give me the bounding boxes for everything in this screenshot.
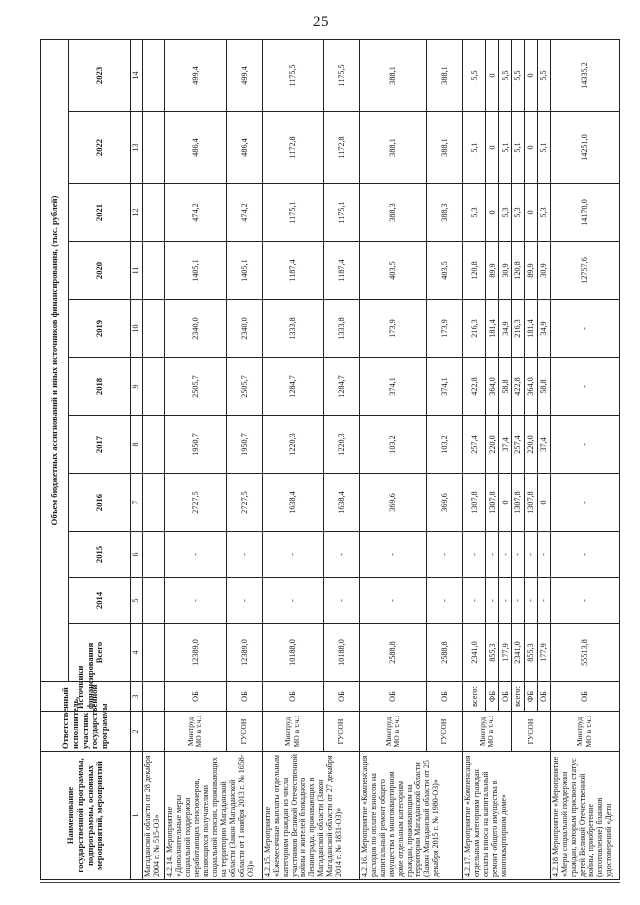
rotated-table-wrapper [40, 40, 620, 880]
cell-value: 1175,5 [262, 39, 323, 111]
cell-value: 2340,0 [165, 300, 227, 358]
cell-value: 216,3 [512, 300, 525, 358]
cell-value: 1950,7 [226, 416, 262, 474]
cell-value: 2727,5 [165, 474, 227, 532]
header-year-2018: 2018 [69, 358, 131, 416]
cell-value: 364,0 [524, 358, 537, 416]
column-number-row [131, 39, 143, 879]
page-number: 25 [313, 14, 329, 30]
cell-value: 422,8 [463, 358, 486, 416]
cell-value: 486,4 [165, 112, 227, 184]
cell-source: ФБ [486, 682, 499, 712]
cell-source: ОБ [359, 682, 427, 712]
header-year-2014: 2014 [69, 578, 131, 624]
cell-value: 1307,8 [486, 474, 499, 532]
cell-value: 2341,0 [512, 624, 525, 682]
cell-value: 120,8 [463, 242, 486, 300]
cell-value: - [359, 578, 427, 624]
cell-value: 181,4 [524, 300, 537, 358]
cell-value: 388,3 [359, 184, 427, 242]
cell-value: 1638,4 [262, 474, 323, 532]
cell-value: 1307,8 [463, 474, 486, 532]
cell-value [143, 578, 165, 624]
cell-source [143, 682, 165, 712]
cell-value: - [427, 578, 463, 624]
cell-source: ФБ [524, 682, 537, 712]
header-year-2017: 2017 [69, 416, 131, 474]
cell-source: ОБ [262, 682, 323, 712]
cell-value: 388,1 [427, 112, 463, 184]
cell-value: - [226, 532, 262, 578]
cell-value: 364,0 [486, 358, 499, 416]
cell-executor: ГУСОН [226, 712, 262, 752]
cell-value: 474,2 [165, 184, 227, 242]
column-number: 14 [131, 39, 143, 111]
cell-value: - [550, 578, 619, 624]
cell-value: 37,4 [537, 416, 550, 474]
header-year-2015: 2015 [69, 532, 131, 578]
cell-value: 2588,8 [427, 624, 463, 682]
cell-source: ОБ [323, 682, 359, 712]
cell-value: 0 [537, 474, 550, 532]
column-number: 3 [131, 682, 143, 712]
cell-value: - [537, 532, 550, 578]
bottom-rule [40, 882, 620, 883]
cell-value: 1172,8 [262, 112, 323, 184]
table-row [359, 39, 427, 879]
column-number: 2 [131, 712, 143, 752]
cell-value: 2505,7 [226, 358, 262, 416]
cell-executor: ГУСОН [323, 712, 359, 752]
column-number: 9 [131, 358, 143, 416]
cell-executor: ГУСОН [512, 712, 551, 752]
cell-value: 5,1 [499, 112, 512, 184]
cell-value: 0 [486, 112, 499, 184]
cell-value: 5,5 [499, 39, 512, 111]
cell-value: 374,1 [359, 358, 427, 416]
header-year-2021: 2021 [69, 184, 131, 242]
cell-value: 2505,7 [165, 358, 227, 416]
column-number: 1 [131, 752, 143, 880]
cell-value: 173,9 [427, 300, 463, 358]
cell-value: - [537, 578, 550, 624]
cell-value [143, 242, 165, 300]
cell-value: 177,9 [537, 624, 550, 682]
cell-value: 34,9 [537, 300, 550, 358]
cell-value: 2588,8 [359, 624, 427, 682]
column-number: 8 [131, 416, 143, 474]
cell-value: 1187,4 [323, 242, 359, 300]
cell-value: 34,9 [499, 300, 512, 358]
cell-value: 30,9 [537, 242, 550, 300]
cell-program-name: 4.2.16. Мероприятие «Компенсация расходов по оплате взносов на капитальный ремонт общего имущества в многоквартирном доме отдельным категориям граждан, проживающим на территории Магаданской области (Закон Магаданской области от 25 декабря 2015 г. № 1980-ОЗ)» [359, 752, 462, 880]
cell-value: 2341,0 [463, 624, 486, 682]
cell-value: 1307,8 [524, 474, 537, 532]
cell-value: 1187,4 [262, 242, 323, 300]
cell-value: 14170,0 [550, 184, 619, 242]
cell-value: 103,2 [427, 416, 463, 474]
cell-value: 14335,2 [550, 39, 619, 111]
cell-value: - [463, 578, 486, 624]
cell-value: 1175,1 [323, 184, 359, 242]
cell-value: 220,0 [524, 416, 537, 474]
cell-value [143, 112, 165, 184]
document-page [40, 40, 620, 880]
cell-value: 5,3 [512, 184, 525, 242]
cell-value: 388,3 [427, 184, 463, 242]
cell-value: - [323, 532, 359, 578]
cell-value: 0 [486, 39, 499, 111]
cell-value: - [550, 300, 619, 358]
cell-value: 89,9 [486, 242, 499, 300]
cell-source: всего: [512, 682, 525, 712]
cell-value: 0 [499, 474, 512, 532]
cell-value: - [550, 416, 619, 474]
table-row [143, 39, 165, 879]
header-year-2016: 2016 [69, 474, 131, 532]
cell-value: 1172,8 [323, 112, 359, 184]
cell-value: 388,1 [359, 112, 427, 184]
column-number: 11 [131, 242, 143, 300]
cell-value: 177,9 [499, 624, 512, 682]
cell-value: 5,3 [537, 184, 550, 242]
cell-executor: ГУСОН [427, 712, 463, 752]
cell-value: - [524, 532, 537, 578]
cell-value: 1405,1 [165, 242, 227, 300]
cell-value: 5,5 [537, 39, 550, 111]
header-year-2022: 2022 [69, 112, 131, 184]
header-funding-group: Объем бюджетных ассигнований и иных источников финансирования, (тыс. рублей) [41, 39, 69, 681]
cell-value [143, 416, 165, 474]
cell-value: 1175,5 [323, 39, 359, 111]
cell-value: 12389,0 [226, 624, 262, 682]
header-total: Всего [69, 624, 131, 682]
cell-value: 1175,1 [262, 184, 323, 242]
header-executor: Ответственный исполнитель, участник государственной программы [41, 712, 131, 752]
cell-value: 1333,8 [262, 300, 323, 358]
cell-value: 1220,3 [323, 416, 359, 474]
cell-value: 369,6 [427, 474, 463, 532]
cell-value: - [323, 578, 359, 624]
cell-value: 2340,0 [226, 300, 262, 358]
cell-value: - [486, 578, 499, 624]
cell-value [143, 358, 165, 416]
cell-value: - [486, 532, 499, 578]
cell-value: 369,6 [359, 474, 427, 532]
cell-value: 855,3 [486, 624, 499, 682]
cell-value: 181,4 [486, 300, 499, 358]
cell-value: - [512, 532, 525, 578]
cell-value: 5,1 [512, 112, 525, 184]
cell-value: - [165, 532, 227, 578]
column-number: 13 [131, 112, 143, 184]
cell-value: 1220,3 [262, 416, 323, 474]
cell-program-name: Магаданской области от 28 декабря 2004 г. № 515-ОЗ» [143, 752, 165, 880]
cell-value: 37,4 [499, 416, 512, 474]
cell-value: 5,1 [463, 112, 486, 184]
cell-value: - [463, 532, 486, 578]
cell-value: 388,1 [359, 39, 427, 111]
cell-value: 499,4 [165, 39, 227, 111]
column-number: 10 [131, 300, 143, 358]
header-year-2020: 2020 [69, 242, 131, 300]
cell-value: 1638,4 [323, 474, 359, 532]
cell-value: 12757,6 [550, 242, 619, 300]
cell-value: - [262, 532, 323, 578]
column-number: 6 [131, 532, 143, 578]
table-row [165, 39, 227, 879]
cell-value: 388,1 [427, 39, 463, 111]
cell-value: 5,1 [537, 112, 550, 184]
cell-value: 120,8 [512, 242, 525, 300]
cell-value [143, 39, 165, 111]
cell-value: 1333,8 [323, 300, 359, 358]
column-number: 7 [131, 474, 143, 532]
cell-value: 474,2 [226, 184, 262, 242]
cell-program-name: 4.2.17. Мероприятие «Компенсация отдельным категориям граждан оплаты взноса на капитальный ремонт общего имущества в многоквартирном доме» [463, 752, 551, 880]
header-year-2023: 2023 [69, 39, 131, 111]
financing-table [40, 39, 620, 880]
table-body [143, 39, 620, 879]
cell-value: 216,3 [463, 300, 486, 358]
cell-value: - [262, 578, 323, 624]
cell-value: 0 [524, 39, 537, 111]
cell-value: 173,9 [359, 300, 427, 358]
cell-value: 374,1 [427, 358, 463, 416]
cell-value: 10188,0 [262, 624, 323, 682]
cell-program-name: 4.2.15. Мероприятие «Ежемесячные выплаты отдельным категориям граждан из числа участников Великой Отечественной войны и жителей блокадного Ленинграда, проживающих в Магаданской области (Закон Магаданской области от 27 декабря 2014 г. № 1831-ОЗ)» [262, 752, 359, 880]
cell-source: ОБ [499, 682, 512, 712]
cell-value [143, 532, 165, 578]
cell-value: 30,9 [499, 242, 512, 300]
cell-value: 403,5 [359, 242, 427, 300]
cell-value: 58,8 [499, 358, 512, 416]
cell-source: ОБ [550, 682, 619, 712]
cell-source: ОБ [537, 682, 550, 712]
cell-value: - [524, 578, 537, 624]
cell-value: 0 [486, 184, 499, 242]
cell-value: 1307,8 [512, 474, 525, 532]
cell-value: 5,5 [463, 39, 486, 111]
header-program: Наименование государственной программы, подпрограммы, основных мероприятий, мероприятий [41, 752, 131, 880]
cell-value: 58,8 [537, 358, 550, 416]
cell-value: 5,3 [499, 184, 512, 242]
header-row-top [41, 39, 69, 879]
cell-source: ОБ [165, 682, 227, 712]
cell-value: 5,3 [463, 184, 486, 242]
cell-executor: Минтруд МО в т.ч.: [262, 712, 323, 752]
cell-value: 257,4 [463, 416, 486, 474]
cell-value: 422,8 [512, 358, 525, 416]
cell-value: - [550, 358, 619, 416]
cell-value: 486,4 [226, 112, 262, 184]
cell-value: 14251,0 [550, 112, 619, 184]
cell-value: - [359, 532, 427, 578]
cell-value: 1284,7 [262, 358, 323, 416]
header-source: Источники финансирования [41, 682, 131, 712]
cell-value: 257,4 [512, 416, 525, 474]
cell-source: ОБ [226, 682, 262, 712]
cell-value: - [226, 578, 262, 624]
cell-value: 1284,7 [323, 358, 359, 416]
cell-value: 55513,8 [550, 624, 619, 682]
cell-value: - [550, 474, 619, 532]
cell-value: 5,5 [512, 39, 525, 111]
cell-program-name: 4.2.14. Мероприятие «Дополнительные меры социальной поддержки неработающих пенсионеров, являющихся получателями социальной пенсии, проживающих на территории Магаданской области (Закон Магаданской области от 1 ноября 2013 г. № 1658-ОЗ)» [165, 752, 263, 880]
cell-source: всего: [463, 682, 486, 712]
cell-source: ОБ [427, 682, 463, 712]
cell-value: 1405,1 [226, 242, 262, 300]
cell-value: 1950,7 [165, 416, 227, 474]
cell-executor: Минтруд МО в т.ч.: [165, 712, 227, 752]
cell-executor: Минтруд МО в т.ч.: [550, 712, 619, 752]
cell-value: 103,2 [359, 416, 427, 474]
cell-program-name: 4.2.18 Мероприятие «Мероприятие «Меры социальной поддержки граждан, которым присвоен статус детей Великой Отечественной войны, приобретение (изготовление) бланков удостоверений «Дети [550, 752, 619, 880]
cell-value [143, 624, 165, 682]
cell-value: 10188,0 [323, 624, 359, 682]
cell-value: 855,3 [524, 624, 537, 682]
cell-executor: Минтруд МО в т.ч.: [359, 712, 427, 752]
cell-value: - [499, 578, 512, 624]
cell-value: - [512, 578, 525, 624]
table-row [550, 39, 619, 879]
cell-value: 220,0 [486, 416, 499, 474]
table-row [463, 39, 486, 879]
header-year-2019: 2019 [69, 300, 131, 358]
cell-value: 89,9 [524, 242, 537, 300]
column-number: 12 [131, 184, 143, 242]
column-number: 4 [131, 624, 143, 682]
column-number: 5 [131, 578, 143, 624]
cell-value: 12389,0 [165, 624, 227, 682]
cell-value [143, 300, 165, 358]
cell-value [143, 474, 165, 532]
table-row [262, 39, 323, 879]
cell-value: 403,5 [427, 242, 463, 300]
cell-value: 0 [524, 112, 537, 184]
cell-value: - [550, 532, 619, 578]
cell-value: 2727,5 [226, 474, 262, 532]
cell-value: 499,4 [226, 39, 262, 111]
cell-value: - [427, 532, 463, 578]
cell-value: - [499, 532, 512, 578]
cell-value: 0 [524, 184, 537, 242]
cell-executor: Минтруд МО в т.ч.: [463, 712, 512, 752]
cell-executor [143, 712, 165, 752]
cell-value [143, 184, 165, 242]
cell-value: - [165, 578, 227, 624]
